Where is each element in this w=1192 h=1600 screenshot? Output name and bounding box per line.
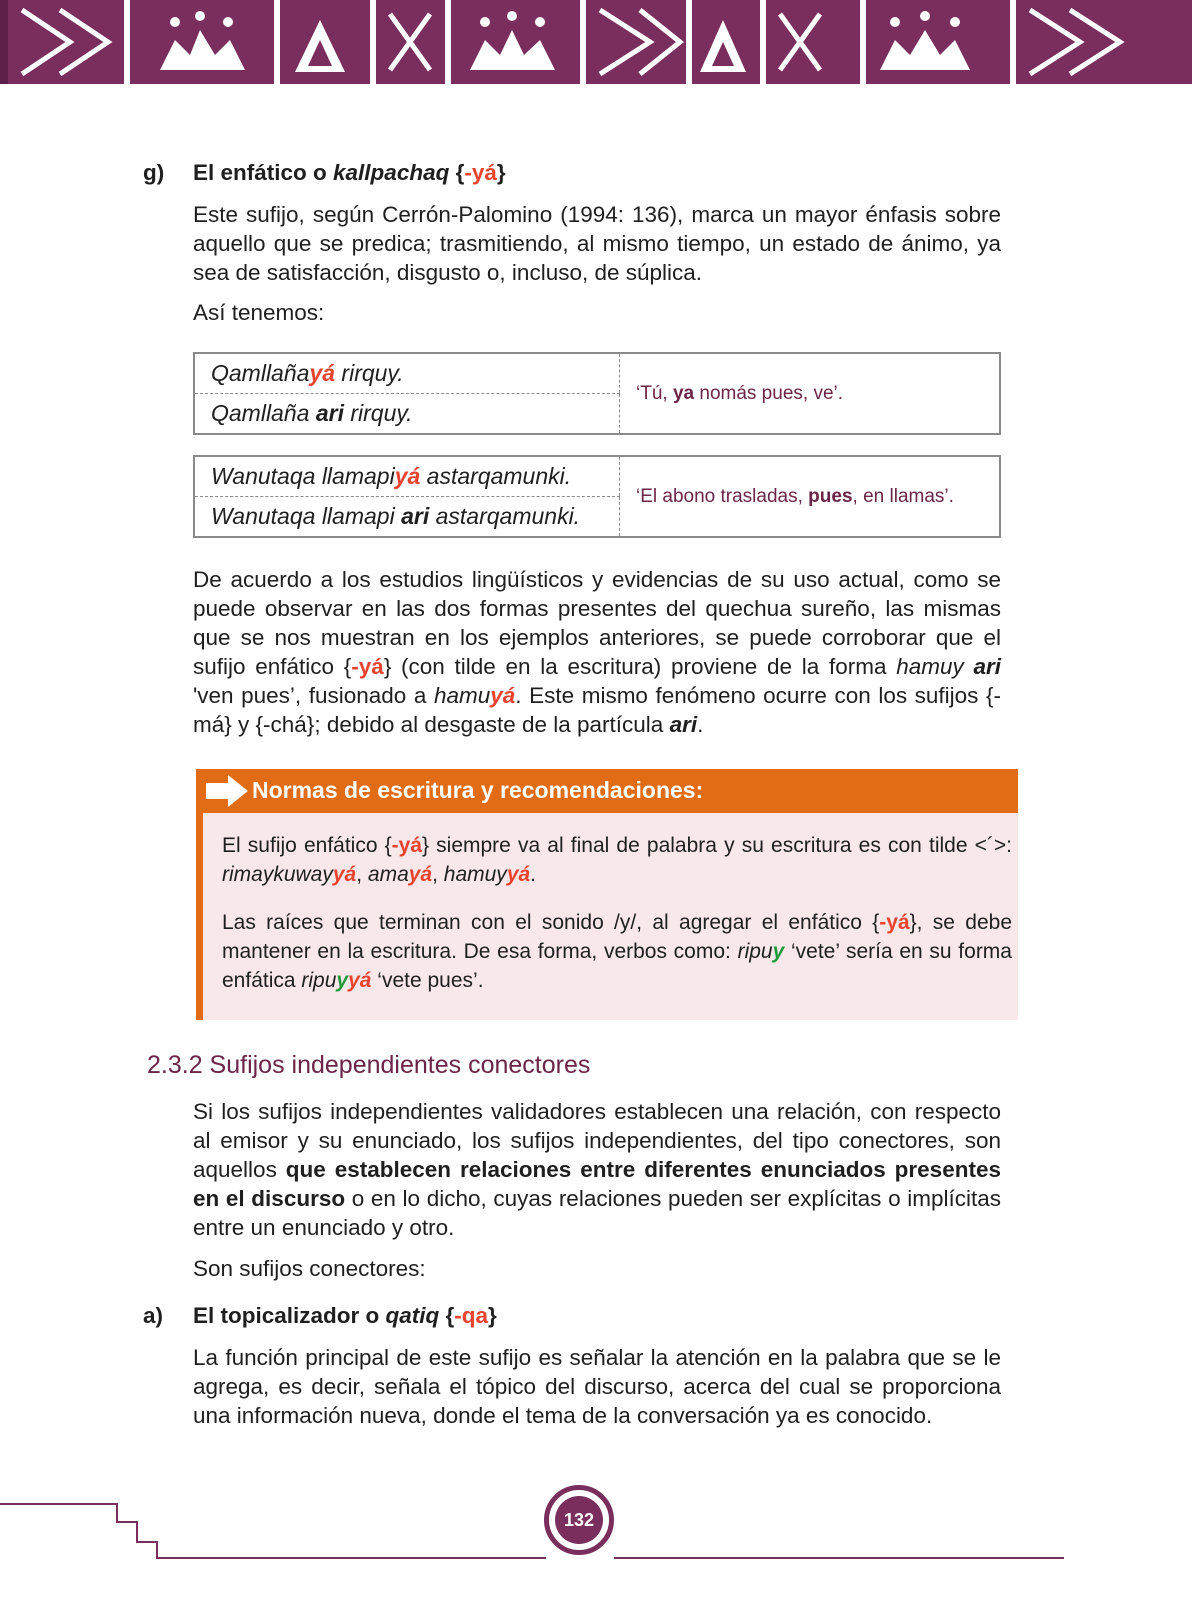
norms-body [196,813,1018,1020]
example-quechua-line: Wanutaqa llamapiyá astarqamunki. [194,456,620,497]
item-a-title: El topicalizador o qatiq {-qa} [193,1303,497,1328]
item-letter-g: g) [143,160,165,185]
footer-line [614,1557,1064,1559]
footer-line [0,1503,118,1505]
item-g-title [193,160,506,186]
section-paragraph: Si los sufijos independientes validadores establecen una relación, con respecto al emisor y su enunciado, los sufijos independientes, del tipo conectores, son aquellos que establecen relaciones entre diferentes enunciados presentes en el discurso o en lo dicho, cuyas relaciones pueden ser explícitas o implícitas entre un enunciado y otro. [193,1099,1001,1240]
item-letter-a: a) [143,1303,164,1328]
item-g-paragraph: Este sufijo, según Cerrón-Palomino (1994: 136), marca un mayor énfasis sobre aquello que se predica; trasmitiendo, al mismo tiempo, un estado de ánimo, ya sea de satisfacción, disgusto o, incluso, de súplica. [193,202,1001,285]
example-translation: ‘El abono trasladas, pues, en llamas’. [620,456,1001,537]
footer-line [136,1521,138,1543]
page-number: 132 [555,1496,603,1544]
title-text: El enfático o [193,160,334,185]
example-quechua-line: Wanutaqa llamapi ari astarqamunki. [211,503,581,529]
section-intro: Son sufijos conectores: [193,1256,426,1281]
brace: { [449,160,465,185]
footer-line [116,1521,138,1523]
example-translation: ‘Tú, ya nomás pues, ve’. [620,353,1001,434]
norm-rule-1: El sufijo enfático {-yá} siempre va al final de palabra y su escritura es con tilde <´>: rimaykuwayyá, amayá, hamuyyá. [222,834,1012,886]
norms-title: Normas de escritura y recomendaciones: [252,777,704,803]
norm-rule-2: Las raíces que terminan con el sonido /y/, al agregar el enfático {-yá}, se debe mantener en la escritura. De esa forma, verbos como: ripuy ‘vete’ sería en su forma enfática ripuyyá ‘vete pues’. [222,911,1012,992]
footer-line [136,1541,158,1543]
arrow-right-icon [204,773,250,809]
example-quechua-line: Qamllañayá rirquy. [194,353,620,394]
example-table-2 [193,455,1001,538]
page-number-badge [544,1485,614,1555]
item-g-intro: Así tenemos: [193,300,325,325]
suffix-ya: -yá [464,160,497,185]
footer-line [116,1503,118,1523]
explanation-paragraph: De acuerdo a los estudios lingüísticos y evidencias de su uso actual, como se puede observar en las dos formas presentes del quechua sureño, las mismas que se nos muestran en los ejemplos anteriores, se puede corroborar que el sufijo enfático {-yá} (con tilde en la escritura) proviene de la forma hamuy ari 'ven pues’, fusionado a hamuyá. Este mismo fenómeno ocurre con los sufijos {-má} y {-chá}; debido al desgaste de la partícula ari. [193,567,1001,737]
example-table-1 [193,352,1001,435]
norms-header [196,769,1018,813]
title-term: kallpachaq [333,160,450,185]
brace: } [496,160,506,185]
footer-line [156,1557,546,1559]
item-a-paragraph: La función principal de este sufijo es señalar la atención en la palabra que se le agrega, es decir, señala el tópico del discurso, acerca del cual se proporciona una información nueva, donde el tema de la conversación ya es conocido. [193,1345,1001,1428]
textile-pattern-icon [0,0,1192,84]
section-title: 2.3.2 Sufijos independientes conectores [147,1051,591,1079]
decorative-banner [0,0,1192,84]
example-quechua-line: Qamllaña ari rirquy. [211,400,413,426]
